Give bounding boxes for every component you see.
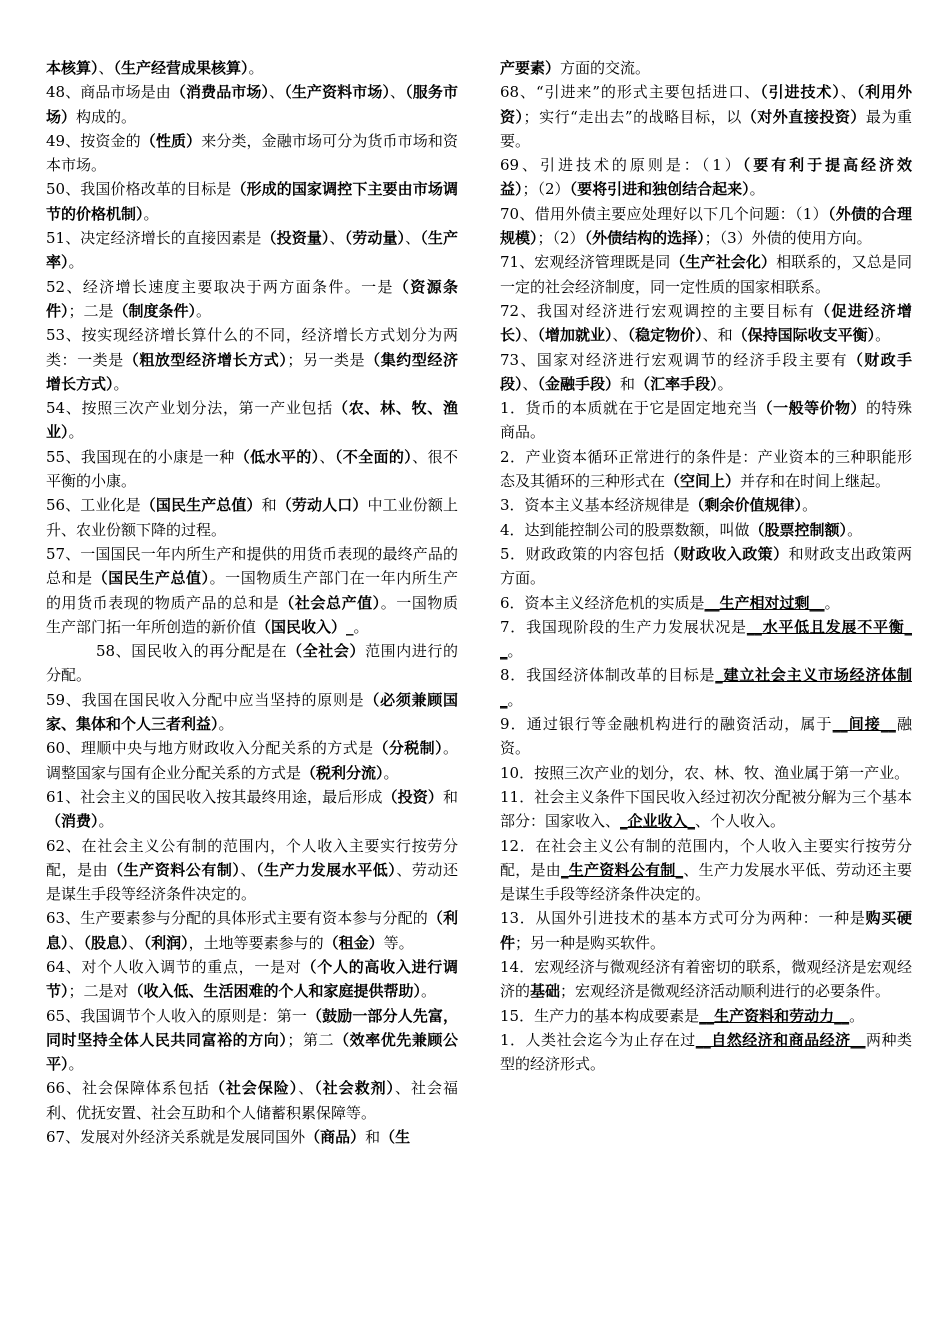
answer-text: （服务市场） (46, 83, 458, 126)
answer-text: （租金） (323, 933, 384, 952)
answer-text: （外债的合理规模） (500, 204, 912, 248)
answer-text: （保持国际收支平衡） (732, 326, 876, 345)
body-text: 。 (68, 1055, 84, 1074)
answer-underlined: __自然经济和商品经济__ (695, 1030, 866, 1049)
answer-text: （生产率） (46, 229, 458, 272)
paragraph (500, 591, 912, 615)
answer-underlined: _建立社会主义市场经济体制_ (500, 666, 912, 709)
body-text: 64、对个人收入调节的重点，一是对 (46, 957, 302, 976)
body-text: 、 (329, 229, 345, 248)
answer-text: （生产资料公有制） (108, 860, 241, 879)
body-text: 49、按资金的 (46, 131, 141, 150)
answer-text: （粗放型经济增长方式） (123, 350, 288, 369)
body-text: 构成的。 (76, 107, 137, 126)
body-text: 、劳动还是谋生手段等经济条件决定的。 (46, 860, 458, 904)
answer-text: （资源条件） (46, 277, 458, 320)
answer-text: （投资） (382, 787, 443, 806)
body-text: 12．在社会主义公有制的范围内，个人收入主要实行按劳分配，是由 (500, 836, 912, 879)
paragraph (46, 177, 458, 226)
paragraph (46, 493, 458, 542)
body-text: 。 (383, 763, 399, 782)
body-text: 54、按照三次产业划分法，第一产业包括 (46, 399, 333, 418)
body-text: 70、借用外债主要应处理好以下几个问题：（1） (500, 204, 828, 223)
answer-text: （外债结构的选择） (584, 229, 705, 248)
body-text: 来分类，金融市场可分为货币市场和资本市场。 (46, 131, 458, 175)
body-text: 和 (442, 787, 458, 806)
body-text: 。 (68, 253, 84, 272)
body-text: 10．按照三次产业的划分，农、林、牧、渔业属于第一产业。 (500, 763, 910, 782)
answer-text: （全社会） (287, 642, 366, 661)
body-text: 。 (421, 982, 437, 1001)
body-text: 5．财政政策的内容包括 (500, 544, 665, 563)
answer-underlined: __间接__ (832, 715, 896, 734)
body-text: 。 (218, 715, 234, 734)
body-text: 、 (522, 374, 538, 393)
body-text: 。 (847, 520, 863, 539)
body-text: 68、“引进来”的形式主要包括进口、 (500, 83, 761, 102)
answer-text: （鼓励一部分人先富，同时坚持全体人民共同富裕的方向） (46, 1006, 458, 1049)
body-text: 7．我国现阶段的生产力发展状况是 (500, 617, 747, 636)
answer-text: （社会保险） (209, 1079, 299, 1098)
answer-text: 产要素） (500, 59, 561, 77)
right-column (500, 56, 912, 1076)
body-text: 。 (507, 642, 523, 661)
body-text: 中工业份额上升、农业份额下降的过程。 (46, 496, 458, 539)
answer-underlined: _生产资料公有制_ (561, 860, 684, 879)
answer-text: （生产资料市场） (284, 83, 391, 102)
answer-text: （国民生产总值） (140, 496, 262, 515)
answer-text: （国民收入）_ (256, 617, 354, 636)
body-text: 50、我国价格改革的目标是 (46, 180, 232, 199)
answer-text: （对外直接投资） (741, 107, 866, 126)
paragraph (500, 153, 912, 202)
answer-text: （效率优先兼顾公平） (46, 1030, 458, 1074)
body-text: 、 (98, 59, 114, 77)
body-text: 69、引进技术的原则是：（1） (500, 156, 743, 175)
answer-text: （消费） (46, 812, 99, 831)
body-text: 、很不平衡的小康。 (46, 447, 458, 491)
answer-text: （利用外资） (500, 83, 912, 126)
answer-text: （稳定物价） (627, 326, 703, 345)
answer-text: （增加就业） (537, 326, 613, 345)
body-text: 。 (717, 374, 733, 393)
body-text: 9．通过银行等金融机构进行的融资活动，属于 (500, 715, 833, 734)
body-text: 两种类型的经济形式。 (500, 1030, 912, 1074)
answer-text: （劳动人口） (276, 496, 368, 515)
body-text: 和 (620, 374, 636, 393)
body-text: 6．资本主义经济危机的实质是 (500, 593, 705, 612)
body-text: ；二是对 (68, 982, 129, 1001)
body-text: 、 (319, 447, 335, 466)
answer-text: （国民生产总值） (92, 569, 210, 588)
paragraph (500, 80, 912, 153)
body-text: 相联系的，又总是同一定的社会经济制度，同一定性质的国家相联系。 (500, 253, 912, 296)
answer-text: （财政手段） (500, 350, 912, 393)
paragraph (500, 250, 912, 299)
answer-text: （税利分流） (301, 763, 384, 782)
answer-text: （金融手段） (537, 374, 621, 393)
body-text: 。 (824, 593, 840, 612)
paragraph (46, 785, 458, 834)
body-text: 。一国物质生产部门在一年内所生产的用货币表现的物质产品的总和是 (46, 569, 458, 612)
body-text: ；另一种是购买软件。 (515, 933, 666, 952)
answer-text: （农、林、牧、渔业） (46, 399, 458, 442)
body-text: 、 (128, 933, 144, 952)
body-text: 。调整国家与国有企业分配关系的方式是 (46, 739, 458, 782)
body-text: 67、发展对外经济关系就是发展同国外 (46, 1128, 306, 1147)
paragraph (46, 56, 458, 80)
paragraph (46, 955, 458, 1004)
body-text: ；（2） (522, 180, 570, 199)
paragraph (46, 323, 458, 396)
paragraph (500, 1028, 912, 1077)
paragraph (500, 906, 912, 955)
answer-text: 本核算） (46, 59, 99, 77)
paragraph (46, 396, 458, 445)
body-text: 63、生产要素参与分配的具体形式主要有资本参与分配的 (46, 909, 428, 928)
paragraph (46, 542, 458, 639)
answer-text: （股息） (83, 933, 129, 952)
paragraph (500, 445, 912, 494)
body-text: 。 (507, 690, 523, 709)
paragraph (46, 226, 458, 275)
body-text: 。 (143, 204, 159, 223)
paragraph (46, 639, 458, 688)
answer-text: （生产力发展水平低） (256, 860, 397, 879)
answer-text: （股票控制额） (749, 520, 848, 539)
paragraph (500, 202, 912, 251)
body-text: 73、国家对经济进行宏观调节的经济手段主要有 (500, 350, 848, 369)
body-text: 3．资本主义基本经济规律是 (500, 496, 690, 515)
body-text: 等。 (383, 933, 414, 952)
body-text: 2．产业资本循环正常进行的条件是：产业资本的三种职能形态及其循环的三种形式在 (500, 447, 912, 491)
answer-text: （利息） (46, 909, 458, 952)
answer-text: 购买硬件 (500, 909, 912, 952)
body-text: 1．人类社会迄今为止存在过 (500, 1030, 696, 1049)
body-text: 15．生产力的基本构成要素是 (500, 1006, 700, 1025)
body-text: 、 (68, 933, 84, 952)
body-text: 、 (240, 860, 256, 879)
answer-text: （消费品市场） (170, 83, 270, 102)
body-text: 56、工业化是 (46, 496, 141, 515)
body-text: ；（2） (537, 229, 585, 248)
body-text: 。一国物质生产部门拓一年所创造的新价值 (46, 593, 458, 636)
body-text: 、 (405, 229, 421, 248)
body-text: 、 (390, 83, 406, 102)
answer-text: （个人的高收入进行调节） (46, 957, 458, 1001)
body-text: 。 (849, 1006, 865, 1025)
body-text: 13．从国外引进技术的基本方式可分为两种：一种是 (500, 909, 866, 928)
body-text: 和 (365, 1128, 381, 1147)
paragraph (500, 663, 912, 712)
body-text: 。 (353, 617, 369, 636)
answer-text: （要有利于提高经济效益） (500, 156, 912, 199)
body-text: ；另一类是 (287, 350, 366, 369)
body-text: 、 (522, 326, 538, 345)
answer-text: （社会总产值） (279, 593, 381, 612)
paragraph (500, 299, 912, 348)
paragraph (500, 785, 912, 834)
body-text: 48、商品市场是由 (46, 83, 171, 102)
answer-text: （促进经济增长） (500, 301, 912, 345)
body-text: 、生产力发展水平低、劳动还主要是谋生手段等经济条件决定的。 (500, 860, 912, 904)
body-text: 、 (612, 326, 628, 345)
answer-text: （投资量） (261, 229, 330, 248)
body-text: 62、在社会主义公有制的范围内，个人收入主要实行按劳分配，是由 (46, 836, 458, 879)
answer-text: （必须兼顾国家、集体和个人三者利益） (46, 690, 458, 734)
body-text: 方面的交流。 (560, 59, 651, 77)
answer-text: （低水平的） (234, 447, 320, 466)
body-text: 55、我国现在的小康是一种 (46, 447, 235, 466)
body-text: 53、按实现经济增长算什么的不同，经济增长方式划分为两类：一类是 (46, 326, 458, 369)
body-text: 51、决定经济增长的直接因素是 (46, 229, 262, 248)
answer-text: （集约型经济增长方式） (46, 350, 458, 393)
answer-text: （分税制） (373, 739, 443, 758)
answer-text: （生 (380, 1128, 411, 1147)
answer-text: （社会救剂） (314, 1079, 396, 1098)
body-text: 、社会福利、优抚安置、社会互助和个人储蓄积累保障等。 (46, 1079, 458, 1122)
body-text: 57、一国国民一年内所生产和提供的用货币表现的最终产品的总和是 (46, 544, 458, 588)
body-text: 11．社会主义条件下国民收入经过初次分配被分解为三个基本部分：国家收入、 (500, 787, 912, 831)
body-text: 和 (261, 496, 277, 515)
answer-text: （生产经营成果核算） (113, 59, 249, 77)
body-text: 、个人收入。 (695, 812, 786, 831)
body-text: 并存和在时间上继起。 (740, 472, 891, 491)
paragraph (46, 1004, 458, 1077)
paragraph (46, 275, 458, 324)
body-text: 1．货币的本质就在于它是固定地充当 (500, 399, 758, 418)
body-text: ；第二 (287, 1030, 335, 1049)
body-text: 72、我国对经济进行宏观调控的主要目标有 (500, 301, 816, 320)
answer-text: 基础 (530, 982, 561, 1001)
body-text: 4．达到能控制公司的股票数额，叫做 (500, 520, 750, 539)
answer-underlined: __水平低且发展不平衡__ (500, 617, 912, 661)
paragraph (46, 1125, 458, 1149)
body-text: 。 (248, 59, 264, 77)
body-text: ，土地等要素参与的 (188, 933, 324, 952)
answer-text: （商品） (305, 1128, 366, 1147)
paragraph (500, 761, 912, 785)
paragraph (46, 736, 458, 785)
body-text: 、 (840, 83, 857, 102)
answer-text: （空间上） (665, 472, 741, 491)
body-text: 。 (875, 326, 891, 345)
paragraph (500, 712, 912, 761)
answer-text: （生产社会化） (670, 253, 777, 272)
paragraph (500, 615, 912, 664)
paragraph (500, 834, 912, 907)
paragraph (500, 348, 912, 397)
answer-text: （汇率手段） (635, 374, 718, 393)
paragraph (46, 445, 458, 494)
answer-text: （剩余价值规律） (689, 496, 803, 515)
body-text: 8．我国经济体制改革的目标是 (500, 666, 716, 685)
body-text: 、 (298, 1079, 315, 1098)
paragraph (500, 56, 912, 80)
body-text: 。 (802, 496, 818, 515)
answer-text: （劳动量） (344, 229, 406, 248)
body-text: 的特殊商品。 (500, 399, 912, 442)
paragraph (500, 518, 912, 542)
body-text: 最为重要。 (500, 107, 912, 150)
body-text: 60、理顺中央与地方财政收入分配关系的方式是 (46, 739, 374, 758)
paragraph (46, 688, 458, 737)
body-text: 59、我国在国民收入分配中应当坚持的原则是 (46, 690, 365, 709)
body-text: 。 (196, 301, 212, 320)
paragraph (46, 1076, 458, 1125)
body-text: 58、国民收入的再分配是在 (96, 642, 288, 661)
answer-text: （财政收入政策） (664, 544, 789, 563)
answer-underlined: __生产资料和劳动力__ (699, 1006, 850, 1025)
answer-text: （性质） (140, 131, 202, 150)
paragraph (46, 906, 458, 955)
answer-text: （不全面的） (334, 447, 413, 466)
body-text: 。 (749, 180, 765, 199)
body-text: 61、社会主义的国民收入按其最终用途，最后形成 (46, 787, 383, 806)
body-text: 范围内进行的分配。 (46, 642, 458, 685)
body-text: 71、宏观经济管理既是同 (500, 253, 671, 272)
body-text: 66、社会保障体系包括 (46, 1079, 210, 1098)
body-text: 和财政支出政策两方面。 (500, 544, 912, 588)
answer-text: （收入低、生活困难的个人和家庭提供帮助） (128, 982, 422, 1001)
body-text: ；宏观经济是微观经济活动顺利进行的必要条件。 (560, 982, 891, 1001)
body-text: 14．宏观经济与微观经济有着密切的联系，微观经济是宏观经济的 (500, 957, 912, 1001)
answer-text: （利润） (143, 933, 189, 952)
body-text: 。 (98, 812, 114, 831)
answer-text: （制度条件） (113, 301, 197, 320)
paragraph (500, 542, 912, 591)
paragraph (500, 955, 912, 1004)
answer-text: （引进技术） (760, 83, 841, 102)
body-text: 65、我国调节个人收入的原则是：第一 (46, 1006, 307, 1025)
body-text: 。 (68, 423, 84, 442)
body-text: ；（3）外债的使用方向。 (704, 229, 872, 248)
paragraph (46, 129, 458, 178)
paragraph (500, 493, 912, 517)
body-text: 52、经济增长速度主要取决于两方面条件。一是 (46, 277, 394, 296)
paragraph (500, 396, 912, 445)
body-text: 融资。 (500, 715, 912, 758)
body-text: 。 (113, 374, 129, 393)
answer-underlined: _企业收入_ (620, 812, 696, 831)
answer-text: （一般等价物） (757, 399, 867, 418)
left-column (46, 56, 458, 1149)
paragraph (46, 80, 458, 129)
body-text: 、和 (702, 326, 733, 345)
answer-text: （形成的国家调控下主要由市场调节的价格机制） (46, 180, 458, 223)
body-text: ；二是 (68, 301, 114, 320)
answer-underlined: __生产相对过剩__ (704, 593, 825, 612)
answer-text: （要将引进和独创结合起来） (569, 180, 750, 199)
body-text: 、 (269, 83, 285, 102)
paragraph (46, 834, 458, 907)
paragraph (500, 1004, 912, 1028)
body-text: ；实行“走出去”的战略目标，以 (523, 107, 742, 126)
